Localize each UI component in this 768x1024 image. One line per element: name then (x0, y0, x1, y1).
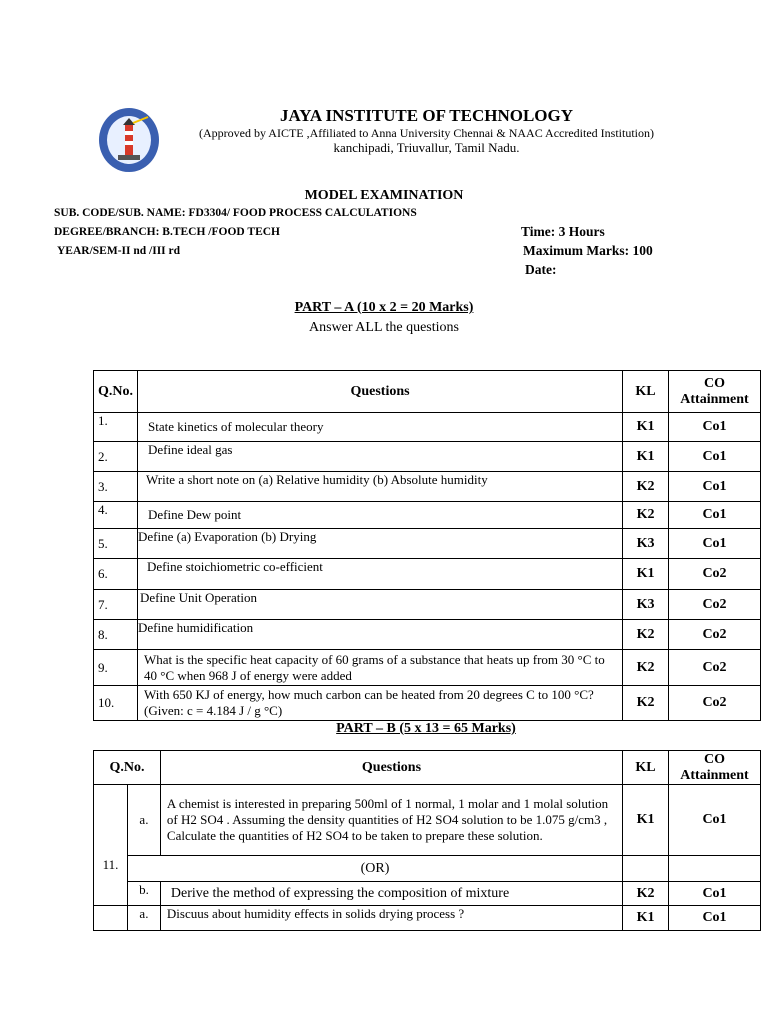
question-number: 6. (94, 559, 138, 590)
sub-question-label: b. (127, 882, 160, 906)
table-row (94, 620, 761, 650)
sub-question-label: a. (127, 906, 160, 931)
part-a-table (93, 370, 761, 721)
table-row (94, 882, 761, 906)
table-row (94, 502, 761, 529)
co-attainment: Co1 (669, 906, 761, 931)
co-header: CO Attainment (669, 751, 761, 785)
knowledge-level: K1 (623, 442, 669, 472)
part-a-instruction: Answer ALL the questions (309, 320, 459, 335)
table-row (94, 559, 761, 590)
co-attainment: Co1 (669, 785, 761, 856)
kl-header: KL (623, 751, 669, 785)
question-text: Define Dew point (138, 502, 623, 529)
table-row (94, 686, 761, 721)
questions-header: Questions (160, 751, 622, 785)
knowledge-level: K2 (623, 686, 669, 721)
table-row (94, 590, 761, 620)
question-text: What is the specific heat capacity of 60 grams of a substance that heats up from 30 °C to 40 °C when 968 J of energy were added (138, 650, 623, 686)
knowledge-level: K2 (623, 620, 669, 650)
co-attainment: Co1 (669, 413, 761, 442)
co-header: CO Attainment (669, 371, 761, 413)
question-text: Write a short note on (a) Relative humidity (b) Absolute humidity (138, 472, 623, 502)
year-semester: YEAR/SEM-II nd /III rd (57, 245, 181, 257)
knowledge-level: K2 (623, 502, 669, 529)
institution-name: JAYA INSTITUTE OF TECHNOLOGY (279, 106, 574, 125)
kl-header: KL (623, 371, 669, 413)
empty-cell (669, 856, 761, 882)
or-separator: (OR) (127, 856, 622, 882)
co-attainment: Co2 (669, 559, 761, 590)
question-number: 4. (94, 502, 138, 529)
question-text: Define ideal gas (138, 442, 623, 472)
table-row (94, 650, 761, 686)
table-row (94, 856, 761, 882)
table-row (94, 906, 761, 931)
knowledge-level: K1 (623, 906, 669, 931)
knowledge-level: K1 (623, 413, 669, 442)
table-row (94, 529, 761, 559)
degree-branch: DEGREE/BRANCH: B.TECH /FOOD TECH (54, 226, 280, 238)
knowledge-level: K1 (623, 559, 669, 590)
institution-subtitle: (Approved by AICTE ,Affiliated to Anna University Chennai & NAAC Accredited Institution) (198, 126, 655, 140)
table-row (94, 785, 761, 856)
subject-code: SUB. CODE/SUB. NAME: FD3304/ FOOD PROCESS CALCULATIONS (54, 207, 417, 219)
question-number: 5. (94, 529, 138, 559)
question-text: Discuus about humidity effects in solids drying process ? (160, 906, 622, 931)
exam-time: Time: 3 Hours (521, 224, 605, 239)
question-number: 2. (94, 442, 138, 472)
question-text: With 650 KJ of energy, how much carbon can be heated from 20 degrees C to 100 °C? (Given: c = 4.184 J / g °C) (138, 686, 623, 721)
part-b-table (93, 750, 761, 931)
knowledge-level: K2 (623, 472, 669, 502)
institution-address: kanchipadi, Triuvallur, Tamil Nadu. (333, 140, 520, 155)
question-number: 10. (94, 686, 138, 721)
part-b-title: PART – B (5 x 13 = 65 Marks) (336, 721, 516, 736)
part-b-header-row (94, 751, 761, 785)
question-number: 1. (94, 413, 138, 442)
question-text: Define Unit Operation (138, 590, 623, 620)
question-number: 3. (94, 472, 138, 502)
knowledge-level: K3 (623, 590, 669, 620)
question-number: 7. (94, 590, 138, 620)
question-number: 9. (94, 650, 138, 686)
knowledge-level: K3 (623, 529, 669, 559)
knowledge-level: K2 (623, 882, 669, 906)
empty-cell (623, 856, 669, 882)
co-attainment: Co1 (669, 882, 761, 906)
co-attainment: Co2 (669, 620, 761, 650)
co-attainment: Co1 (669, 502, 761, 529)
knowledge-level: K1 (623, 785, 669, 856)
maximum-marks: Maximum Marks: 100 (523, 243, 653, 258)
co-attainment: Co2 (669, 686, 761, 721)
co-attainment: Co2 (669, 650, 761, 686)
question-text: State kinetics of molecular theory (138, 413, 623, 442)
question-text: Define humidification (138, 620, 623, 650)
co-attainment: Co1 (669, 472, 761, 502)
question-text: Define (a) Evaporation (b) Drying (138, 529, 623, 559)
question-text: Derive the method of expressing the composition of mixture (160, 882, 622, 906)
knowledge-level: K2 (623, 650, 669, 686)
question-text: Define stoichiometric co-efficient (138, 559, 623, 590)
qno-header: Q.No. (94, 751, 161, 785)
table-row (94, 472, 761, 502)
table-row (94, 413, 761, 442)
part-a-header-row (94, 371, 761, 413)
table-row (94, 442, 761, 472)
part-a-title: PART – A (10 x 2 = 20 Marks) (294, 300, 474, 315)
question-number (94, 906, 128, 931)
co-attainment: Co1 (669, 442, 761, 472)
question-number: 11. (94, 785, 128, 906)
sub-question-label: a. (127, 785, 160, 856)
questions-header: Questions (138, 371, 623, 413)
question-number: 8. (94, 620, 138, 650)
exam-title: MODEL EXAMINATION (304, 188, 464, 203)
qno-header: Q.No. (94, 371, 138, 413)
exam-date: Date: (525, 262, 557, 277)
co-attainment: Co2 (669, 590, 761, 620)
co-attainment: Co1 (669, 529, 761, 559)
question-text: A chemist is interested in preparing 500ml of 1 normal, 1 molar and 1 molal solution of H2 SO4 . Assuming the density quantities of H2 SO4 solution to be 1.075 g/cm3 , Calculate the quantities of H2 SO4 to be taken to prepare these solution. (160, 785, 622, 856)
